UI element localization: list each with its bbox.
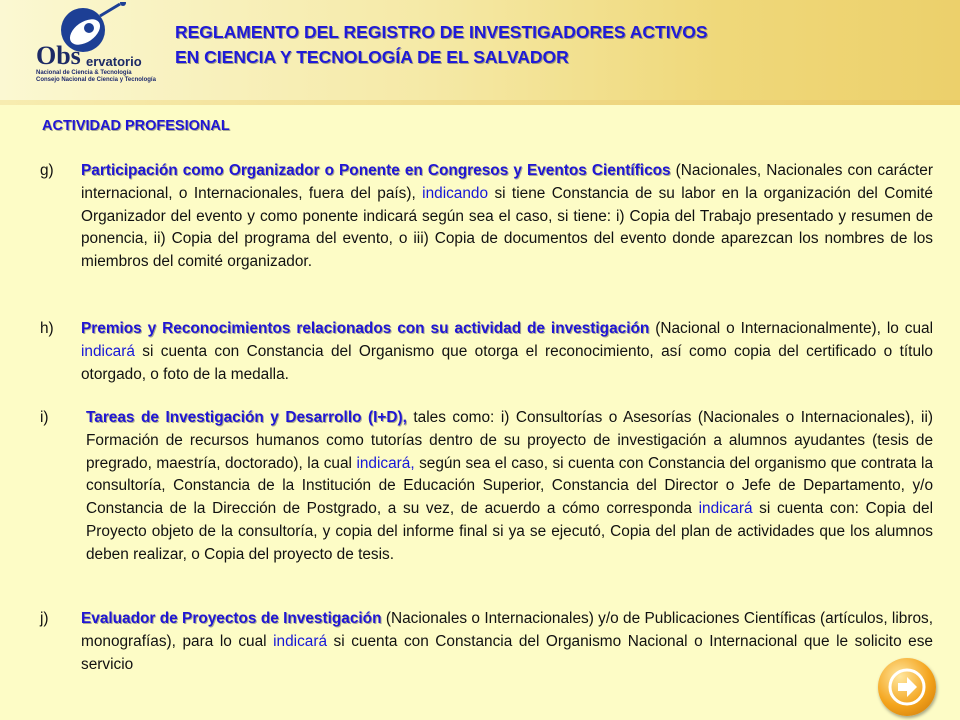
arrow-right-icon <box>887 667 927 707</box>
item-marker: j) <box>40 610 49 627</box>
item-marker: h) <box>40 320 54 337</box>
svg-text:ervatorio: ervatorio <box>86 54 142 69</box>
list-item-j: j) Evaluador de Proyectos de Investigación (Nacionales o Internacionales) y/o de Publicaciones Científicas (artículos, libros, monografías), para lo cual indicará si cuenta con Constancia del Organismo Nacional o Internacional que le solicito ese servicio <box>40 610 933 673</box>
logo-subtitle: Nacional de Ciencia & Tecnología Consejo Nacional de Ciencia y Tecnología <box>36 70 156 83</box>
svg-text:Obs: Obs <box>36 41 81 70</box>
item-marker: g) <box>40 162 54 179</box>
list-item-h: h) Premios y Reconocimientos relacionados con su actividad de investigación (Nacional o Internacionalmente), lo cual indicará si cuenta con Constancia del Organismo que otorga el reconocimiento, así como copia del certificado o título otorgado, o foto de la medalla. <box>40 320 933 383</box>
next-slide-button[interactable] <box>878 658 936 716</box>
item-heading: Evaluador de Proyectos de Investigación <box>81 610 382 627</box>
title-line-1: REGLAMENTO DEL REGISTRO DE INVESTIGADORES ACTIVOS <box>175 22 708 42</box>
item-heading: Participación como Organizador o Ponente en Congresos y Eventos Científicos <box>81 162 671 179</box>
page-title <box>175 20 708 70</box>
section-title: ACTIVIDAD PROFESIONAL <box>42 118 230 134</box>
header-divider <box>0 100 960 105</box>
item-marker: i) <box>40 409 49 426</box>
list-item-i: i) Tareas de Investigación y Desarrollo (I+D), tales como: i) Consultorías o Asesorías (Nacionales o Internacionales), ii) Formación de recursos humanos como tutorías dentro de su proyecto de investigación a alumnos ayudantes (tesis de pregrado, maestría, doctorado), la cual indicará, según sea el caso, si cuenta con Constancia del organismo que contrata la consultoría, Constancia de la Institución de Educación Superior, Constancia del Director o Jefe de Departamento, y/o Constancia de la Dirección de Postgrado, a su vez, de acuerdo a cómo corresponda indicará si cuenta con: Copia del Proyecto objeto de la consultoría, y copia del informe final si ya se ejecutó, Copia del plan de actividades que los alumnos deben realizar, o Copia del proyecto de tesis. <box>40 409 933 563</box>
item-heading: Premios y Reconocimientos relacionados con su actividad de investigación <box>81 320 650 337</box>
header-banner <box>0 0 960 100</box>
item-heading: Tareas de Investigación y Desarrollo (I+D), <box>86 409 407 426</box>
title-line-2: EN CIENCIA Y TECNOLOGÍA DE EL SALVADOR <box>175 47 569 67</box>
list-item-g: g) Participación como Organizador o Ponente en Congresos y Eventos Científicos (Nacionales, Nacionales con carácter internacional, o Internacionales, fuera del país), indicando si tiene Constancia de su labor en la organización del Comité Organizador del evento y como ponente indicará según sea el caso, si tiene: i) Copia del Trabajo presentado y resumen de ponencia, ii) Copia del programa del evento, o iii) Copia de documentos del evento donde aparezcan los nombres de los miembros del comité organizador. <box>40 162 933 271</box>
